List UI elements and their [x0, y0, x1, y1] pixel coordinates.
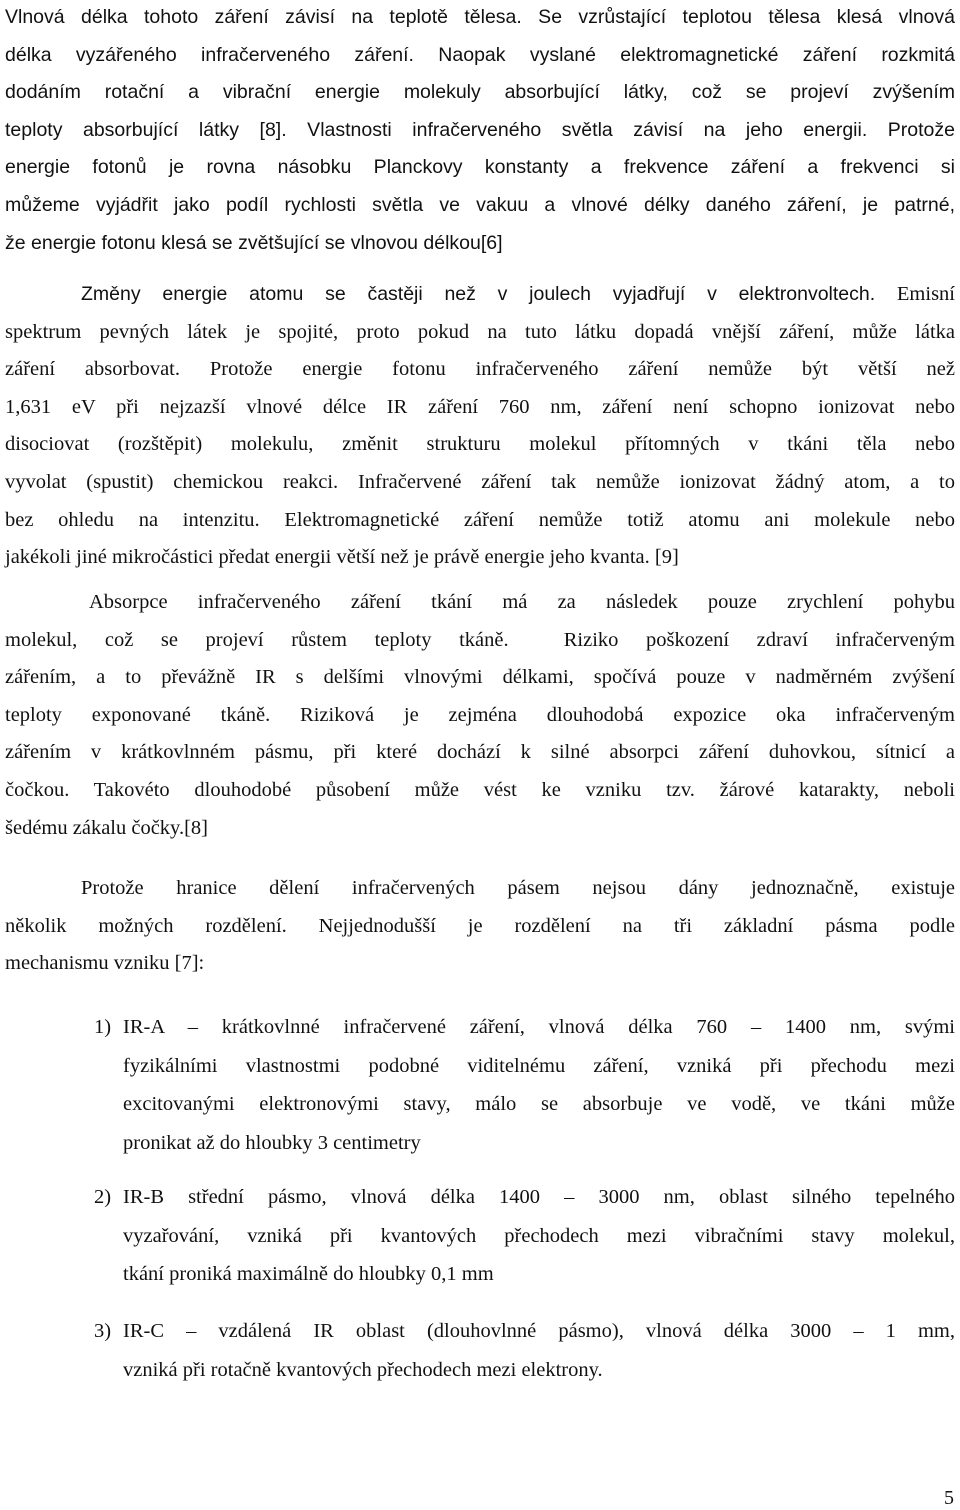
text-line	[5, 396, 955, 419]
text-run: zářením v krátkovlnném pásmu, při které dochází k silné absorpci záření duhovkou, sítnicí a	[5, 741, 955, 764]
page-number: 5	[944, 1487, 954, 1509]
text-line	[5, 232, 955, 255]
text-line	[5, 741, 955, 764]
text-line	[89, 591, 955, 614]
text-line	[5, 666, 955, 689]
text-run: teploty exponované tkáně. Riziková je zejména dlouhodobá expozice oka infračerveným	[5, 703, 955, 726]
text-run: 1,631 eV při nejzazší vlnové délce IR záření 760 nm, záření není schopno ionizovat nebo	[5, 395, 955, 418]
text-run: energie fotonů je rovna násobku Planckovy konstanty a frekvence záření a frekvenci si	[5, 156, 955, 179]
text-line	[5, 358, 955, 381]
text-line	[5, 433, 955, 456]
text-run: čočkou. Takovéto dlouhodobé působení může vést ke vzniku tzv. žárové katarakty, neboli	[5, 779, 955, 801]
text-run: jakékoli jiné mikročástici předat energii větší než je právě energie jeho kvanta. [9]	[5, 546, 679, 569]
text-run: několik možných rozdělení.	[5, 914, 319, 937]
list-item-number: 1)	[94, 1016, 112, 1038]
text-line	[5, 119, 955, 142]
text-run: bez ohledu na intenzitu. Elektromagnetické záření nemůže totiž atomu ani molekule nebo	[5, 508, 955, 531]
text-run: můžeme vyjádřit jako podíl rychlosti světla ve vakuu a vlnové délky daného záření, je patrné,	[5, 194, 955, 216]
list-item-line: tkání proniká maximálně do hloubky 0,1 mm	[123, 1263, 494, 1285]
text-line	[5, 6, 955, 29]
text-run: teploty absorbující látky [8]. Vlastnosti infračerveného světla závisí na jeho energii.	[5, 118, 888, 141]
text-run: molekul, což se projeví růstem teploty tkáně. Riziko poškození zdraví infračerveným	[5, 628, 955, 651]
text-run: šedému zákalu čočky.[8]	[5, 816, 209, 839]
text-line	[5, 156, 955, 179]
text-run: Emisní	[896, 283, 955, 305]
text-run: záření absorbovat.	[5, 358, 210, 381]
list-item-line: IR-C – vzdálená IR oblast (dlouhovlnné pásmo), vlnová délka 3000 – 1 mm,	[123, 1320, 955, 1342]
text-line	[5, 81, 955, 104]
text-line	[5, 704, 955, 727]
text-run: délka vyzářeného infračerveného záření. Naopak vyslané elektromagnetické záření rozkmitá	[5, 43, 955, 66]
text-run: Absorpce infračerveného záření tkání má za následek pouze zrychlení pohybu	[89, 591, 955, 613]
text-run: Protože hranice dělení infračervených pásem nejsou dány jednoznačně, existuje	[81, 877, 955, 899]
text-run: Protože energie fotonu infračerveného záření nemůže být větší než	[209, 358, 955, 381]
text-run: Změny energie atomu se častěji než v joulech vyjadřují v elektronvoltech.	[81, 283, 897, 305]
text-run: disociovat (rozštěpit) molekulu, změnit strukturu molekul přítomných v tkáni těla nebo	[5, 433, 955, 456]
list-item-line: vzniká při rotačně kvantových přechodech mezi elektrony.	[123, 1358, 603, 1381]
text-run: vyvolat (spustit) chemickou reakci. Infračervené záření tak nemůže ionizovat žádný atom, a to	[5, 471, 955, 493]
list-item-line: excitovanými elektronovými stavy, málo se absorbuje ve vodě, ve tkáni může	[123, 1093, 955, 1115]
text-line	[5, 44, 955, 67]
list-item-line: pronikat až do hloubky 3 centimetry	[123, 1131, 421, 1154]
text-line	[5, 779, 955, 802]
list-item-number: 3)	[94, 1320, 112, 1342]
text-line	[5, 471, 955, 494]
list-item-line: fyzikálními vlastnostmi podobné viditelnému záření, vzniká při přechodu mezi	[123, 1054, 955, 1077]
list-item-line: IR-B střední pásmo, vlnová délka 1400 – 3000 nm, oblast silného tepelného	[123, 1186, 955, 1208]
list-item-number: 2)	[94, 1186, 112, 1208]
text-line	[5, 509, 955, 532]
text-run: že energie fotonu klesá se zvětšující se vlnovou délkou[6]	[5, 231, 503, 254]
text-line	[5, 321, 955, 344]
text-line	[5, 817, 955, 840]
text-line	[81, 283, 955, 306]
text-line	[81, 877, 955, 900]
text-run: Nejjednodušší je rozdělení na tři základní pásma podle	[318, 914, 955, 937]
text-run: dodáním rotační a vibrační energie molekuly absorbující látky, což se projeví zvýšením	[5, 81, 955, 104]
list-item-line: IR-A – krátkovlnné infračervené záření, vlnová délka 760 – 1400 nm, svými	[123, 1016, 955, 1038]
text-run: mechanismu vzniku [7]:	[5, 952, 205, 975]
text-run: zářením, a to převážně IR s delšími vlnovými délkami, spočívá pouze v nadměrném zvýšení	[5, 666, 955, 689]
text-run: Protože	[887, 118, 955, 141]
text-line	[5, 915, 955, 938]
text-line	[5, 546, 955, 569]
text-run: Vlnová délka tohoto záření závisí na teplotě tělesa. Se vzrůstající teplotou tělesa klesá vlnová	[5, 6, 955, 28]
text-line	[5, 629, 955, 652]
text-line	[5, 952, 955, 975]
list-item-line: vyzařování, vzniká při kvantových přechodech mezi vibračními stavy molekul,	[123, 1224, 955, 1247]
text-line	[5, 194, 955, 217]
text-run: spektrum pevných látek je spojité, proto pokud na tuto látku dopadá vnější záření, může látka	[5, 320, 955, 343]
